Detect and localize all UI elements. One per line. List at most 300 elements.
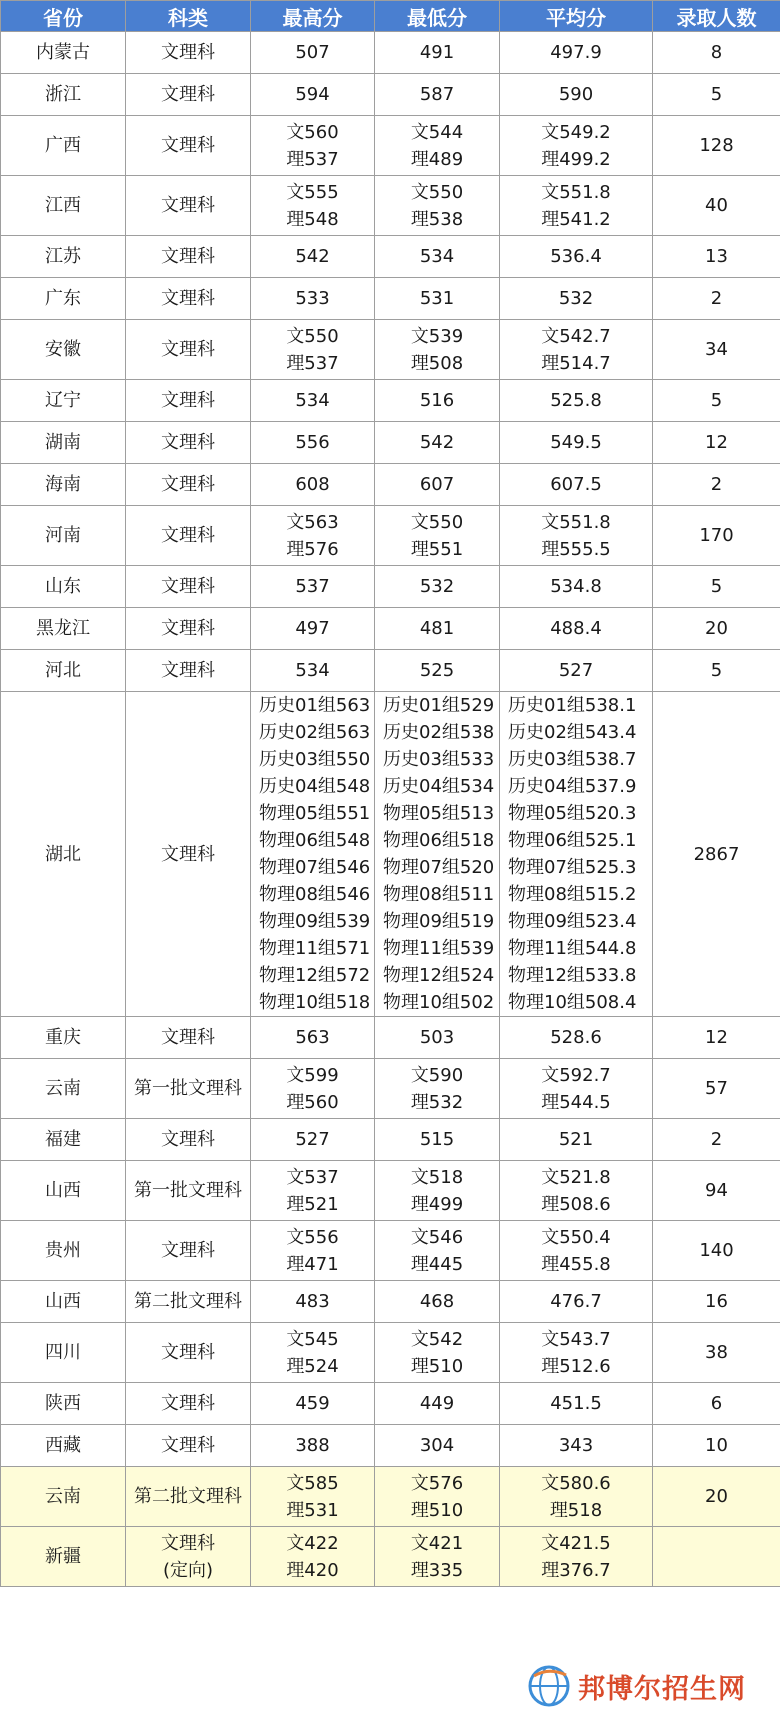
min-score-line: 理510: [410, 1355, 464, 1377]
max-score-line: 534: [295, 660, 330, 681]
max-score-line: 文556: [286, 1226, 339, 1248]
avg-score-cell: [500, 1119, 653, 1161]
max-score-line: 文560: [286, 121, 339, 143]
max-score-line: 理524: [286, 1355, 339, 1377]
max-score-line: 文545: [286, 1328, 339, 1350]
avg-score-cell: [500, 1425, 653, 1467]
max-score-cell: [251, 380, 375, 422]
province-cell: 河北: [1, 650, 126, 692]
avg-score-line: 理544.5: [541, 1091, 611, 1113]
category-cell: [126, 1383, 251, 1425]
avg-score-cell: [500, 380, 653, 422]
min-score-line: 542: [419, 432, 455, 453]
min-score-line: 503: [419, 1027, 455, 1048]
avg-score-line: 历史03组538.7: [508, 749, 637, 770]
min-score-line: 491: [419, 42, 455, 63]
admitted-count-cell: 16: [653, 1281, 780, 1323]
category-line: (定向): [162, 1559, 214, 1581]
admitted-count-cell: 6: [653, 1383, 780, 1425]
category-cell: [126, 236, 251, 278]
min-score-cell: [375, 74, 500, 116]
avg-score-cell: [500, 278, 653, 320]
min-score-line: 文576: [410, 1472, 464, 1494]
avg-score-line: 文542.7: [541, 325, 611, 347]
avg-score-line: 文521.8: [541, 1166, 611, 1188]
avg-score-line: 物理11组544.8: [508, 938, 637, 959]
avg-score-line: 文551.8: [541, 511, 611, 533]
category-line: 文理科: [161, 618, 215, 639]
max-score-cell: [251, 464, 375, 506]
max-score-line: 物理06组548: [259, 830, 371, 851]
avg-score-cell: [500, 1467, 653, 1527]
max-score-cell: [251, 116, 375, 176]
admitted-count-cell: 5: [653, 650, 780, 692]
category-line: 文理科: [161, 195, 215, 216]
min-score-line: 304: [419, 1435, 455, 1456]
col-header-category: 科类: [126, 1, 251, 32]
max-score-line: 理537: [286, 352, 339, 374]
max-score-line: 459: [295, 1393, 330, 1414]
avg-score-line: 文549.2: [541, 121, 611, 143]
min-score-cell: [375, 278, 500, 320]
table-row: [1, 380, 780, 422]
min-score-cell: [375, 608, 500, 650]
admitted-count-cell: 2: [653, 1119, 780, 1161]
max-score-cell: [251, 1119, 375, 1161]
table-row: [1, 1467, 780, 1527]
col-header-max-score: 最高分: [251, 1, 375, 32]
admitted-count-cell: 20: [653, 608, 780, 650]
avg-score-cell: [500, 506, 653, 566]
min-score-cell: [375, 1161, 500, 1221]
max-score-line: 556: [295, 432, 330, 453]
category-cell: [126, 116, 251, 176]
col-header-admitted-count: 录取人数: [653, 1, 780, 32]
avg-score-line: 549.5: [550, 432, 602, 453]
avg-score-line: 物理06组525.1: [508, 830, 637, 851]
table-row: [1, 74, 780, 116]
max-score-line: 理560: [286, 1091, 339, 1113]
max-score-line: 物理05组551: [259, 803, 371, 824]
max-score-line: 483: [295, 1291, 330, 1312]
min-score-line: 物理12组524: [383, 965, 495, 986]
category-line: 文理科: [161, 1435, 215, 1456]
province-cell: 湖北: [1, 692, 126, 1017]
table-row: [1, 1119, 780, 1161]
province-cell: 山东: [1, 566, 126, 608]
category-line: 文理科: [161, 288, 215, 309]
min-score-line: 历史03组533: [383, 749, 495, 770]
avg-score-line: 534.8: [550, 576, 602, 597]
table-row: [1, 320, 780, 380]
admitted-count-cell: 2: [653, 464, 780, 506]
max-score-line: 文537: [286, 1166, 339, 1188]
max-score-cell: [251, 32, 375, 74]
avg-score-line: 物理08组515.2: [508, 884, 637, 905]
min-score-cell: [375, 320, 500, 380]
avg-score-line: 历史01组538.1: [508, 695, 637, 716]
avg-score-cell: [500, 32, 653, 74]
category-cell: [126, 1059, 251, 1119]
col-header-avg-score: 平均分: [500, 1, 653, 32]
category-line: 文理科: [161, 1393, 215, 1414]
site-watermark: [520, 1658, 770, 1714]
max-score-line: 理537: [286, 148, 339, 170]
table-row: [1, 692, 780, 1017]
min-score-cell: [375, 1467, 500, 1527]
table-row: [1, 608, 780, 650]
category-cell: [126, 1017, 251, 1059]
admitted-count-cell: 5: [653, 74, 780, 116]
admitted-count-cell: 140: [653, 1221, 780, 1281]
min-score-cell: [375, 1323, 500, 1383]
min-score-line: 468: [419, 1291, 455, 1312]
min-score-line: 物理05组513: [383, 803, 495, 824]
avg-score-line: 525.8: [550, 390, 602, 411]
avg-score-line: 497.9: [550, 42, 602, 63]
avg-score-line: 451.5: [550, 1393, 602, 1414]
avg-score-line: 343: [558, 1435, 594, 1456]
min-score-line: 449: [419, 1393, 455, 1414]
max-score-cell: [251, 608, 375, 650]
max-score-line: 理420: [286, 1559, 339, 1581]
avg-score-line: 历史04组537.9: [508, 776, 637, 797]
table-body: [1, 32, 780, 1587]
table-row: [1, 32, 780, 74]
avg-score-cell: [500, 116, 653, 176]
avg-score-line: 476.7: [550, 1291, 602, 1312]
avg-score-cell: [500, 74, 653, 116]
avg-score-cell: [500, 608, 653, 650]
category-line: 文理科: [161, 1532, 215, 1554]
min-score-cell: [375, 464, 500, 506]
province-cell: 安徽: [1, 320, 126, 380]
province-cell: 广西: [1, 116, 126, 176]
category-cell: [126, 1527, 251, 1587]
table-row: [1, 236, 780, 278]
watermark-text: 邦博尔招生网: [578, 1673, 746, 1705]
max-score-line: 608: [295, 474, 330, 495]
avg-score-line: 文580.6: [541, 1472, 611, 1494]
category-cell: [126, 1425, 251, 1467]
province-cell: 云南: [1, 1467, 126, 1527]
admitted-count-cell: [653, 1527, 780, 1587]
category-line: 第一批文理科: [134, 1078, 242, 1099]
avg-score-line: 文543.7: [541, 1328, 611, 1350]
avg-score-cell: [500, 1281, 653, 1323]
max-score-line: 理531: [286, 1499, 339, 1521]
category-line: 文理科: [161, 42, 215, 63]
min-score-cell: [375, 1383, 500, 1425]
category-line: 文理科: [161, 1027, 215, 1048]
min-score-cell: [375, 380, 500, 422]
avg-score-line: 文421.5: [541, 1532, 611, 1554]
min-score-line: 525: [419, 660, 455, 681]
avg-score-line: 文592.7: [541, 1064, 611, 1086]
max-score-cell: [251, 1527, 375, 1587]
max-score-cell: [251, 320, 375, 380]
table-header: [1, 1, 780, 32]
min-score-cell: [375, 692, 500, 1017]
avg-score-cell: [500, 1161, 653, 1221]
max-score-line: 507: [295, 42, 330, 63]
min-score-line: 理532: [410, 1091, 464, 1113]
min-score-line: 物理07组520: [383, 857, 495, 878]
category-line: 文理科: [161, 1240, 215, 1261]
table-row: [1, 1281, 780, 1323]
province-cell: 重庆: [1, 1017, 126, 1059]
category-cell: [126, 422, 251, 464]
avg-score-line: 理541.2: [541, 208, 611, 230]
max-score-cell: [251, 278, 375, 320]
max-score-line: 物理08组546: [259, 884, 371, 905]
category-cell: [126, 320, 251, 380]
min-score-line: 物理10组502: [383, 992, 495, 1013]
max-score-cell: [251, 74, 375, 116]
max-score-cell: [251, 236, 375, 278]
max-score-line: 物理11组571: [259, 938, 371, 959]
min-score-cell: [375, 1119, 500, 1161]
province-cell: 辽宁: [1, 380, 126, 422]
category-line: 第二批文理科: [134, 1291, 242, 1312]
min-score-line: 515: [419, 1129, 455, 1150]
table-row: [1, 1161, 780, 1221]
max-score-cell: [251, 176, 375, 236]
max-score-line: 527: [295, 1129, 330, 1150]
max-score-line: 物理10组518: [259, 992, 371, 1013]
avg-score-cell: [500, 176, 653, 236]
admitted-count-cell: 13: [653, 236, 780, 278]
max-score-line: 文599: [286, 1064, 339, 1086]
province-cell: 海南: [1, 464, 126, 506]
max-score-line: 理521: [286, 1193, 339, 1215]
admitted-count-cell: 128: [653, 116, 780, 176]
province-cell: 贵州: [1, 1221, 126, 1281]
min-score-line: 文590: [410, 1064, 464, 1086]
avg-score-cell: [500, 236, 653, 278]
table-row: [1, 176, 780, 236]
min-score-line: 理551: [410, 538, 464, 560]
province-cell: 山西: [1, 1161, 126, 1221]
province-cell: 湖南: [1, 422, 126, 464]
avg-score-line: 590: [558, 84, 594, 105]
max-score-cell: [251, 1383, 375, 1425]
category-line: 文理科: [161, 1342, 215, 1363]
min-score-line: 文550: [410, 511, 464, 533]
min-score-line: 532: [419, 576, 455, 597]
admitted-count-cell: 38: [653, 1323, 780, 1383]
admitted-count-cell: 57: [653, 1059, 780, 1119]
min-score-line: 文544: [410, 121, 464, 143]
max-score-line: 542: [295, 246, 330, 267]
avg-score-line: 528.6: [550, 1027, 602, 1048]
min-score-line: 历史02组538: [383, 722, 495, 743]
min-score-line: 理489: [410, 148, 464, 170]
table-row: [1, 1383, 780, 1425]
max-score-cell: [251, 650, 375, 692]
max-score-cell: [251, 1467, 375, 1527]
max-score-line: 理471: [286, 1253, 339, 1275]
avg-score-line: 物理09组523.4: [508, 911, 637, 932]
max-score-cell: [251, 1221, 375, 1281]
max-score-line: 文585: [286, 1472, 339, 1494]
max-score-line: 388: [295, 1435, 330, 1456]
avg-score-cell: [500, 1323, 653, 1383]
category-line: 文理科: [161, 660, 215, 681]
category-cell: [126, 1323, 251, 1383]
category-cell: [126, 1281, 251, 1323]
avg-score-cell: [500, 464, 653, 506]
min-score-line: 文550: [410, 181, 464, 203]
category-line: 文理科: [161, 135, 215, 156]
min-score-line: 物理11组539: [383, 938, 495, 959]
avg-score-line: 理518: [549, 1499, 603, 1521]
max-score-cell: [251, 1059, 375, 1119]
min-score-cell: [375, 506, 500, 566]
avg-score-line: 物理07组525.3: [508, 857, 637, 878]
table-row: [1, 506, 780, 566]
col-header-min-score: 最低分: [375, 1, 500, 32]
max-score-line: 理548: [286, 208, 339, 230]
min-score-line: 理335: [410, 1559, 464, 1581]
max-score-line: 文555: [286, 181, 339, 203]
avg-score-line: 532: [558, 288, 594, 309]
avg-score-line: 理455.8: [541, 1253, 611, 1275]
category-cell: [126, 1221, 251, 1281]
avg-score-line: 物理05组520.3: [508, 803, 637, 824]
avg-score-cell: [500, 566, 653, 608]
max-score-line: 497: [295, 618, 330, 639]
avg-score-line: 文550.4: [541, 1226, 611, 1248]
max-score-line: 文563: [286, 511, 339, 533]
province-cell: 四川: [1, 1323, 126, 1383]
province-cell: 浙江: [1, 74, 126, 116]
avg-score-line: 文551.8: [541, 181, 611, 203]
max-score-line: 563: [295, 1027, 330, 1048]
avg-score-line: 历史02组543.4: [508, 722, 637, 743]
category-cell: [126, 32, 251, 74]
max-score-cell: [251, 422, 375, 464]
min-score-line: 理510: [410, 1499, 464, 1521]
table-row: [1, 1221, 780, 1281]
min-score-line: 物理08组511: [383, 884, 495, 905]
admitted-count-cell: 8: [653, 32, 780, 74]
category-line: 文理科: [161, 525, 215, 546]
max-score-line: 历史03组550: [259, 749, 371, 770]
max-score-cell: [251, 506, 375, 566]
min-score-line: 理499: [410, 1193, 464, 1215]
table-row: [1, 278, 780, 320]
admitted-count-cell: 10: [653, 1425, 780, 1467]
min-score-cell: [375, 1059, 500, 1119]
avg-score-line: 理376.7: [541, 1559, 611, 1581]
min-score-cell: [375, 236, 500, 278]
min-score-line: 理508: [410, 352, 464, 374]
table-row: [1, 422, 780, 464]
min-score-cell: [375, 1281, 500, 1323]
min-score-line: 481: [419, 618, 455, 639]
avg-score-line: 理508.6: [541, 1193, 611, 1215]
province-cell: 黑龙江: [1, 608, 126, 650]
category-cell: [126, 692, 251, 1017]
table-row: [1, 464, 780, 506]
table-row: [1, 1323, 780, 1383]
avg-score-line: 物理12组533.8: [508, 965, 637, 986]
max-score-line: 历史04组548: [259, 776, 371, 797]
category-line: 文理科: [161, 474, 215, 495]
min-score-cell: [375, 1425, 500, 1467]
min-score-line: 文421: [410, 1532, 464, 1554]
admitted-count-cell: 2867: [653, 692, 780, 1017]
admitted-count-cell: 5: [653, 566, 780, 608]
province-cell: 江西: [1, 176, 126, 236]
admitted-count-cell: 12: [653, 422, 780, 464]
max-score-line: 534: [295, 390, 330, 411]
avg-score-line: 488.4: [550, 618, 602, 639]
max-score-line: 历史02组563: [259, 722, 371, 743]
max-score-line: 537: [295, 576, 330, 597]
min-score-line: 文542: [410, 1328, 464, 1350]
min-score-cell: [375, 1527, 500, 1587]
avg-score-line: 607.5: [550, 474, 602, 495]
admitted-count-cell: 170: [653, 506, 780, 566]
category-line: 文理科: [161, 843, 215, 865]
province-cell: 西藏: [1, 1425, 126, 1467]
admitted-count-cell: 12: [653, 1017, 780, 1059]
avg-score-cell: [500, 1017, 653, 1059]
col-header-province: 省份: [1, 1, 126, 32]
max-score-cell: [251, 1323, 375, 1383]
min-score-cell: [375, 1017, 500, 1059]
globe-logo-icon: [526, 1663, 572, 1709]
province-cell: 江苏: [1, 236, 126, 278]
max-score-line: 文422: [286, 1532, 339, 1554]
max-score-line: 理576: [286, 538, 339, 560]
max-score-line: 533: [295, 288, 330, 309]
avg-score-cell: [500, 1527, 653, 1587]
min-score-line: 516: [419, 390, 455, 411]
category-line: 文理科: [161, 246, 215, 267]
min-score-line: 历史04组534: [383, 776, 495, 797]
max-score-cell: [251, 1281, 375, 1323]
min-score-line: 文539: [410, 325, 464, 347]
table-row: [1, 566, 780, 608]
province-cell: 云南: [1, 1059, 126, 1119]
max-score-cell: [251, 1017, 375, 1059]
province-cell: 福建: [1, 1119, 126, 1161]
category-cell: [126, 566, 251, 608]
max-score-line: 历史01组563: [259, 695, 371, 716]
header-row: [1, 1, 780, 32]
province-cell: 山西: [1, 1281, 126, 1323]
avg-score-cell: [500, 692, 653, 1017]
category-cell: [126, 1119, 251, 1161]
avg-score-line: 理555.5: [541, 538, 611, 560]
table-row: [1, 116, 780, 176]
category-cell: [126, 74, 251, 116]
province-cell: 内蒙古: [1, 32, 126, 74]
table-row: [1, 1017, 780, 1059]
category-line: 文理科: [161, 390, 215, 411]
max-score-line: 物理12组572: [259, 965, 371, 986]
min-score-line: 文546: [410, 1226, 464, 1248]
table-row: [1, 650, 780, 692]
admitted-count-cell: 5: [653, 380, 780, 422]
max-score-line: 物理09组539: [259, 911, 371, 932]
admitted-count-cell: 94: [653, 1161, 780, 1221]
max-score-cell: [251, 1161, 375, 1221]
avg-score-cell: [500, 422, 653, 464]
